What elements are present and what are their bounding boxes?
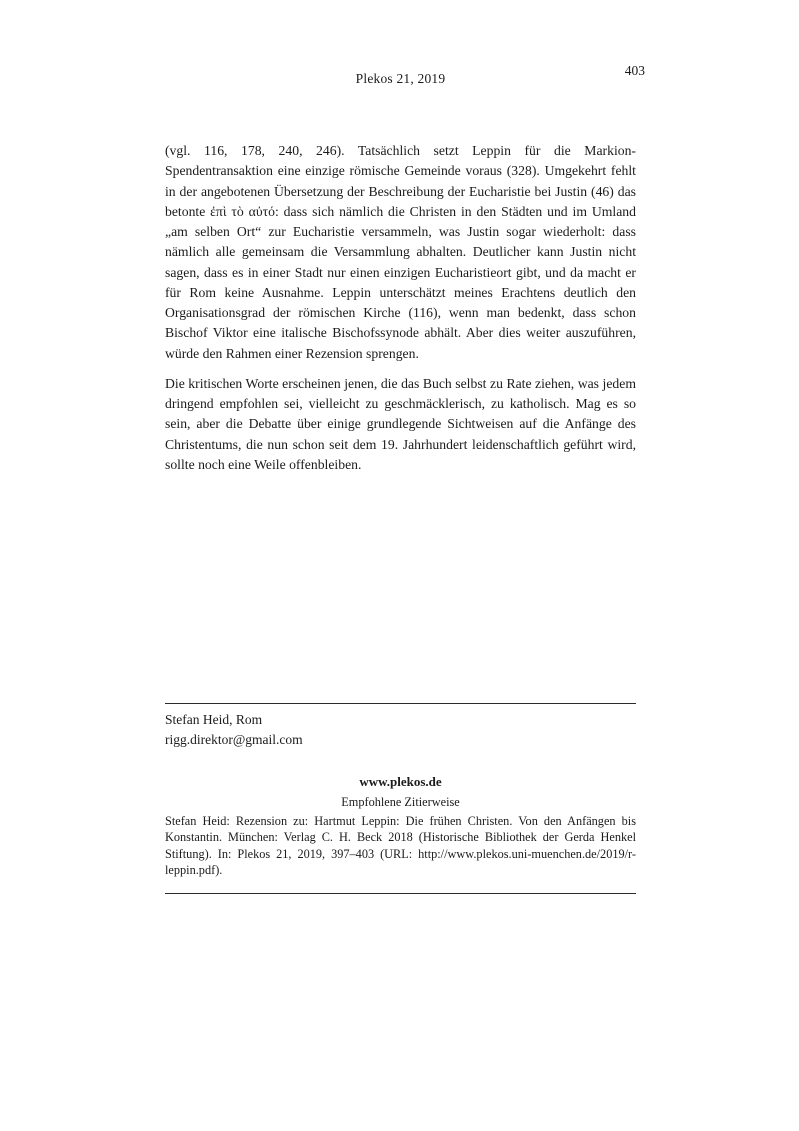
- citation-text: Stefan Heid: Rezension zu: Hartmut Leppin: Die frühen Christen. Von den Anfängen bis Konstantin. München: Verlag C. H. Beck 2018 (Historische Bibliothek der Gerda Henkel Stiftung). In: Plekos 21, 2019, 397–403 (URL: http://www.plekos.uni-muenchen.de/2019/r-leppin.pdf).: [165, 814, 636, 878]
- journal-title: Plekos 21, 2019: [355, 71, 446, 86]
- website-url: www.plekos.de: [359, 774, 442, 790]
- body-paragraph-2: Die kritischen Worte erscheinen jenen, die das Buch selbst zu Rate ziehen, was jedem dringend empfohlen sei, vielleicht zu geschmäcklerisch, zu katholisch. Mag es so sein, aber die Debatte über einige grundlegende Sichtweisen auf die Anfänge des Christentums, die nun schon seit dem 19. Jahrhundert leidenschaftlich geführt wird, sollte noch eine Weile offenbleiben.: [165, 375, 636, 472]
- review-body: [165, 141, 636, 475]
- page-header: [165, 0, 645, 100]
- separator-rule-top: [165, 703, 636, 704]
- author-name: Stefan Heid, Rom: [165, 712, 263, 727]
- page-number: 403: [624, 63, 645, 78]
- separator-rule-bottom: [165, 893, 636, 894]
- body-paragraph-1: (vgl. 116, 178, 240, 246). Tatsächlich setzt Leppin für die Markion-Spendentransaktion eine einzige römische Gemeinde voraus (328). Umgekehrt fehlt in der angebotenen Übersetzung der Beschreibung der Eucharistie bei Justin (46) das betonte ἐπὶ τὸ αὐτό: dass sich nämlich die Christen in den Städten und im Umland „am selben Ort“ zur Eucharistie versammeln, was Justin sogar wiederholt: dass nämlich alle gemeinsam die Versammlung abhalten. Deutlicher kann Justin nicht sagen, dass es in einer Stadt nur einen einzigen Eucharistieort gibt, und da macht er für Rom keine Ausnahme. Leppin unterschätzt meines Erachtens deutlich den Organisationsgrad der römischen Kirche (116), wenn man bedenkt, dass schon Bischof Viktor eine italische Bischofssynode abhält. Aber dies weiter auszuführen, würde den Rahmen einer Rezension sprengen.: [165, 143, 636, 361]
- author-email: rigg.direktor@gmail.com: [165, 731, 303, 747]
- page-footer: [165, 703, 636, 894]
- citation-heading: Empfohlene Zitierweise: [341, 795, 460, 810]
